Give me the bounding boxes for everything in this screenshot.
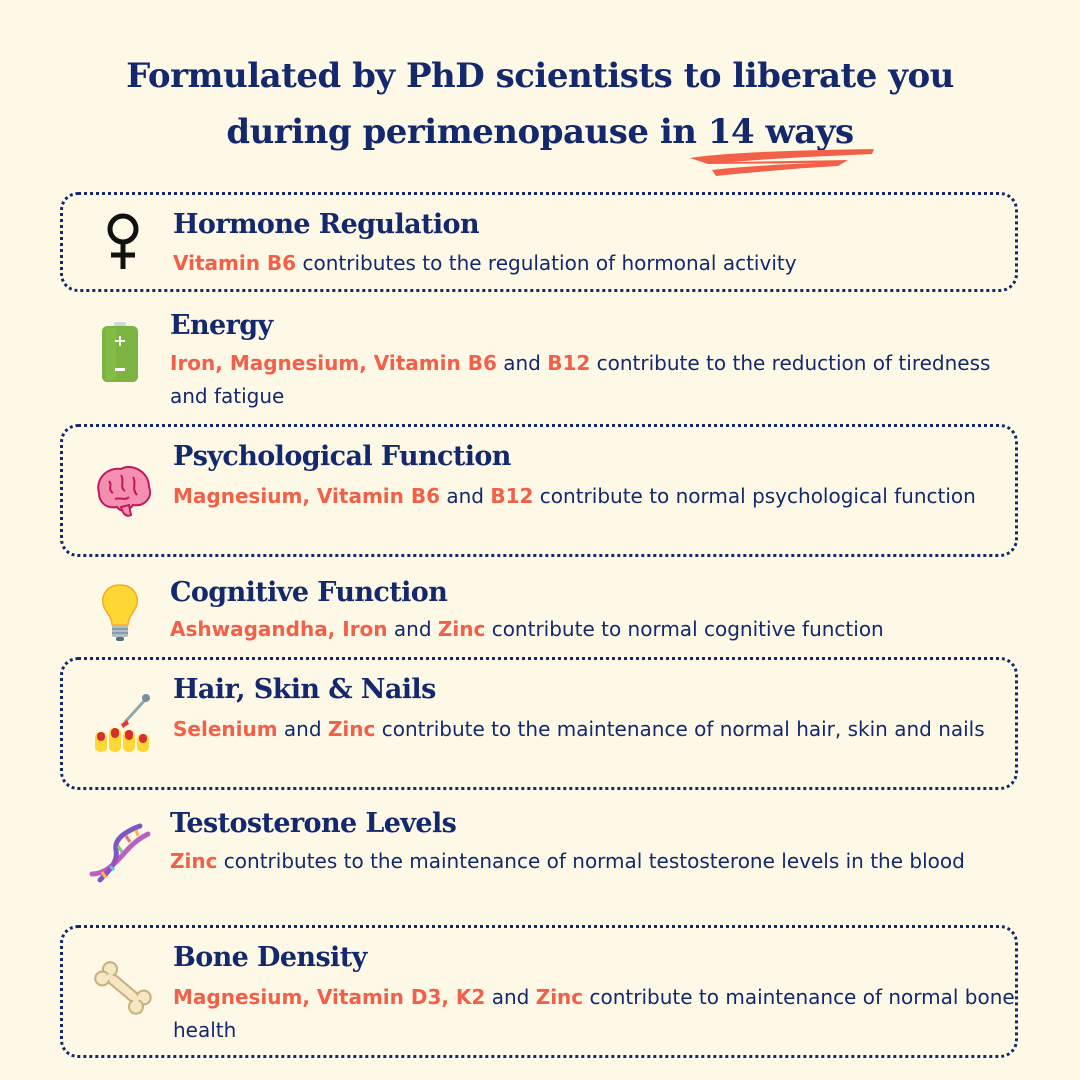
- benefit-hair-skin-nails: [60, 657, 1018, 790]
- nail-polish-icon: [91, 690, 155, 754]
- description-text: and: [387, 617, 438, 641]
- benefit-title: Energy: [170, 310, 273, 341]
- benefit-description: [173, 247, 1033, 280]
- headline-accent: 14 ways: [707, 112, 854, 152]
- description-text: and: [485, 985, 536, 1009]
- benefit-title: Testosterone Levels: [170, 808, 457, 839]
- description-text: contributes to the regulation of hormonal activity: [296, 251, 797, 275]
- benefit-testosterone-levels: [60, 800, 1018, 920]
- nutrient-highlight: Selenium: [173, 717, 278, 741]
- battery-icon: [88, 320, 152, 384]
- benefit-description: [170, 347, 1030, 413]
- description-text: contribute to the reduction of tiredness and fatigue: [170, 351, 991, 408]
- benefit-psychological-function: [60, 424, 1018, 557]
- benefit-description: [170, 613, 1030, 646]
- benefit-hormone-regulation: [60, 192, 1018, 292]
- benefit-title: Psychological Function: [173, 441, 511, 472]
- svg-text:+: +: [113, 331, 127, 350]
- nutrient-highlight: Ashwagandha, Iron: [170, 617, 388, 641]
- scribble-underline: [688, 146, 878, 180]
- benefit-title: Hair, Skin & Nails: [173, 674, 436, 705]
- light-bulb-icon: [88, 581, 152, 645]
- benefit-title: Bone Density: [173, 942, 367, 973]
- nutrient-highlight: B12: [547, 351, 591, 375]
- headline-line-2: [0, 104, 1080, 160]
- nutrient-highlight: Zinc: [327, 717, 376, 741]
- benefit-description: [173, 981, 1033, 1047]
- headline-line-1: Formulated by PhD scientists to liberate you: [126, 56, 954, 96]
- brain-icon: [91, 459, 155, 523]
- description-text: and: [277, 717, 328, 741]
- headline-line-2-prefix: during perimenopause in: [226, 112, 708, 152]
- benefit-title: Hormone Regulation: [173, 209, 479, 240]
- benefit-bone-density: [60, 925, 1018, 1058]
- benefit-title: Cognitive Function: [170, 577, 448, 608]
- nutrient-highlight: Zinc: [170, 849, 218, 873]
- nutrient-highlight: Zinc: [437, 617, 486, 641]
- nutrient-highlight: Iron, Magnesium, Vitamin B6: [170, 351, 497, 375]
- description-text: contribute to the maintenance of normal hair, skin and nails: [375, 717, 985, 741]
- description-text: contributes to the maintenance of normal testosterone levels in the blood: [217, 849, 965, 873]
- description-text: contribute to maintenance of normal bone health: [173, 985, 1015, 1042]
- benefit-cognitive-function: [60, 567, 1018, 652]
- benefit-description: [173, 713, 1033, 746]
- benefit-description: [170, 845, 1030, 878]
- nutrient-highlight: Zinc: [535, 985, 584, 1009]
- bone-icon: [91, 956, 155, 1020]
- description-text: and: [440, 484, 491, 508]
- dna-icon: [88, 822, 152, 886]
- female-symbol-icon: [91, 209, 155, 273]
- benefit-energy: [60, 300, 1018, 420]
- description-text: contribute to normal cognitive function: [485, 617, 884, 641]
- description-text: and: [496, 351, 548, 375]
- benefit-description: [173, 480, 1033, 513]
- headline: [0, 48, 1080, 160]
- nutrient-highlight: Magnesium, Vitamin D3, K2: [173, 985, 486, 1009]
- nutrient-highlight: Magnesium, Vitamin B6: [173, 484, 441, 508]
- description-text: contribute to normal psychological function: [533, 484, 976, 508]
- nutrient-highlight: B12: [490, 484, 534, 508]
- nutrient-highlight: Vitamin B6: [173, 251, 297, 275]
